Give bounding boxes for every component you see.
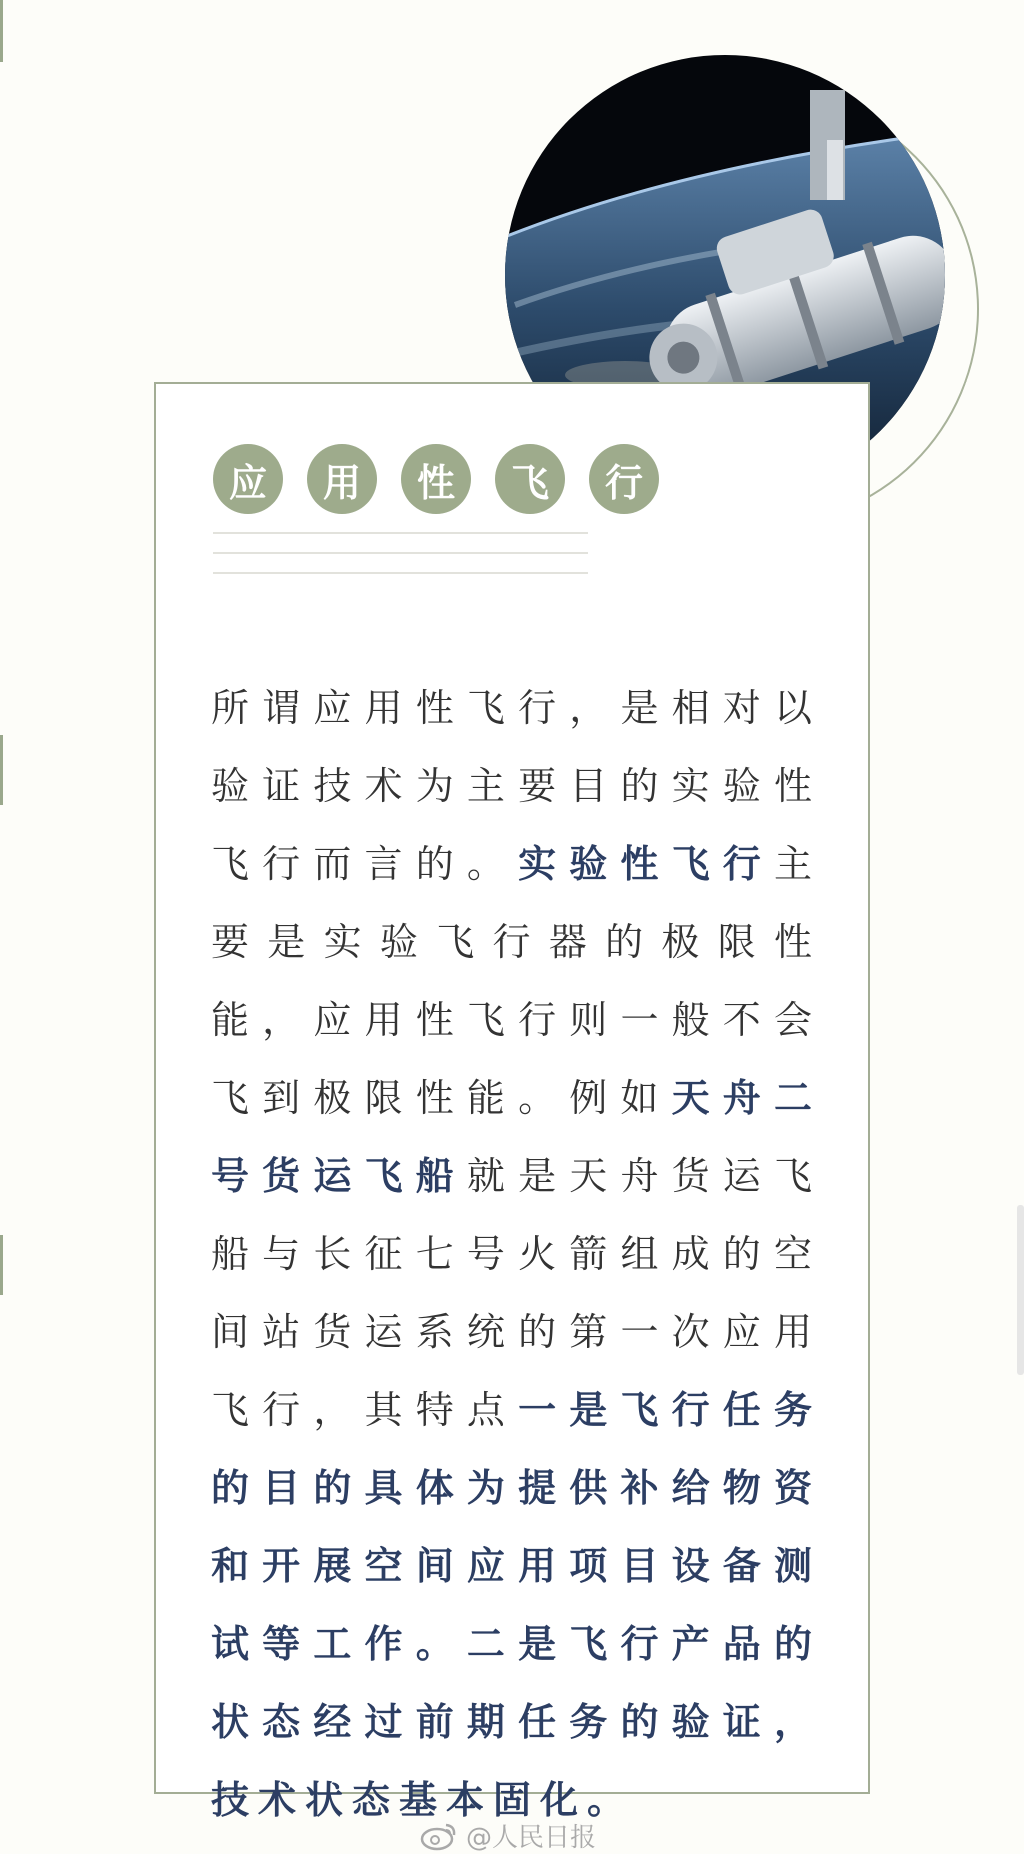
scrollbar-thumb[interactable] — [1017, 1205, 1024, 1375]
info-card — [154, 382, 870, 1822]
watermark — [420, 1817, 596, 1854]
heading-badges — [213, 444, 659, 514]
paragraph-text: 主要是实验飞行器的极限性能，应用性飞行则一般不会飞到极限性能。例如 — [211, 842, 821, 1120]
heading-char-badge: 飞 — [495, 444, 565, 514]
left-edge-line — [0, 0, 3, 62]
highlight-text: 一是飞行任务的目的具体为提供补给物资和开展空间应用项目设备测试等工作。二是飞行产品的状态经过前期任务的验证，技术状态基本固化。 — [211, 1388, 821, 1822]
body-paragraph — [211, 669, 821, 1839]
highlight-text: 实验性飞行 — [518, 842, 774, 886]
highlight-text: 天舟二号货运飞船 — [211, 1076, 821, 1198]
heading-char-badge: 用 — [307, 444, 377, 514]
left-edge-line — [0, 735, 3, 805]
heading-char-badge: 性 — [401, 444, 471, 514]
watermark-text: @人民日报 — [466, 1823, 597, 1853]
paragraph-text: 所谓应用性飞行，是相对以验证技术为主要目的实验性飞行而言的。 — [211, 686, 821, 886]
left-edge-line — [0, 1235, 3, 1295]
heading-char-badge: 应 — [213, 444, 283, 514]
weibo-icon — [420, 1821, 458, 1851]
paragraph-text: 就是天舟货运飞船与长征七号火箭组成的空间站货运系统的第一次应用飞行，其特点 — [211, 1154, 821, 1432]
heading-underline-rules — [213, 532, 588, 592]
heading-char-badge: 行 — [589, 444, 659, 514]
